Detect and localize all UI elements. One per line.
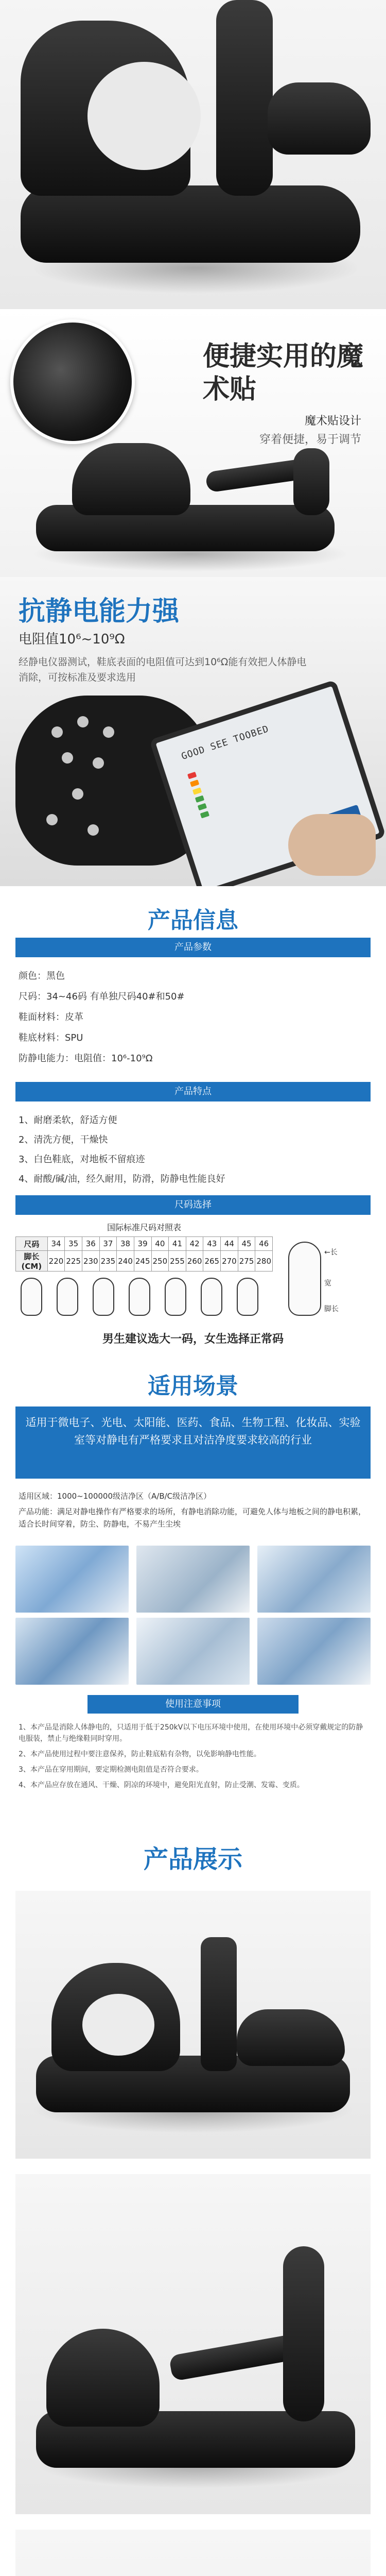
showcase-photo	[15, 2530, 371, 2576]
size-cell: 43	[203, 1237, 221, 1251]
velcro-shoe-front-strap	[72, 443, 190, 515]
insole-massage-dot	[46, 814, 58, 825]
tester-led-icon	[198, 803, 207, 810]
foot-length-label: 脚长(CM)	[16, 1251, 48, 1272]
foot-outline-icon	[129, 1278, 150, 1316]
scenario-photo	[15, 1618, 129, 1685]
velcro-closeup-image	[10, 319, 135, 444]
tester-led-icon	[200, 811, 209, 818]
length-cell: 255	[169, 1251, 186, 1272]
hero-shoe-heel	[268, 82, 371, 155]
params-bar: 产品参数	[15, 938, 371, 957]
hero-banner	[0, 0, 386, 309]
tester-label: GOOD SEE TOOBED	[180, 723, 271, 762]
scenario-photo	[136, 1546, 250, 1613]
insole-massage-dot	[72, 788, 83, 800]
scenario-photo-grid	[15, 1546, 371, 1685]
foot-measure-diagram	[288, 1242, 321, 1316]
foot-outline-icon	[201, 1278, 222, 1316]
features-bar: 产品特点	[15, 1082, 371, 1101]
insole-massage-dot	[87, 824, 99, 836]
hero-shoe-strap	[216, 0, 273, 196]
size-cell: 35	[65, 1237, 82, 1251]
tester-led-icon	[192, 787, 202, 794]
notice-item: 1、本产品是消除人体静电的，只适用于低于250kV以下电压环境中使用，在使用环境中必须穿戴规定的防静电服装，禁止与绝缘鞋同时穿用。	[19, 1723, 363, 1743]
notice-item: 2、本产品使用过程中要注意保养，防止鞋底粘有杂物，以免影响静电性能。	[19, 1750, 261, 1758]
spec-antistatic: 防静电能力：电阻值：10⁶-10⁹Ω	[19, 1053, 153, 1064]
velcro-subtitle: 魔术贴设计	[304, 415, 361, 428]
hand-image	[288, 814, 376, 876]
size-cell: 38	[117, 1237, 134, 1251]
length-cell: 275	[238, 1251, 255, 1272]
showcase-section	[0, 1819, 386, 2576]
scenario-function: 产品功能：满足对静电操作有严格要求的场所，有静电消除功能，可避免人体与地板之间的静电积累，适合长时间穿着，防尘、防静电，不易产生尘埃	[19, 1507, 366, 1529]
size-row	[16, 1237, 273, 1251]
length-cell: 225	[65, 1251, 82, 1272]
scenario-photo	[136, 1618, 250, 1685]
length-cell: 235	[99, 1251, 117, 1272]
insole-massage-dot	[77, 716, 89, 727]
resistance-value: 电阻值10⁶~10⁹Ω	[19, 632, 125, 647]
size-cell: 40	[151, 1237, 169, 1251]
size-cell: 41	[169, 1237, 186, 1251]
product-info-section	[0, 886, 386, 1355]
length-cell: 240	[117, 1251, 134, 1272]
hero-shoe-sole	[21, 185, 360, 263]
foot-outline-icon	[237, 1278, 258, 1316]
scenario-photo	[257, 1618, 371, 1685]
foot-length-row	[16, 1251, 273, 1272]
size-bar: 尺码选择	[15, 1195, 371, 1215]
feature-item: 4、耐酸/碱/油，经久耐用，防滑，防静电性能良好	[19, 1174, 225, 1184]
feature-item: 2、清洗方便，干燥快	[19, 1134, 108, 1145]
insole-massage-dot	[93, 757, 104, 769]
insole-massage-dot	[62, 752, 73, 764]
scenario-title: 适用场景	[148, 1373, 238, 1399]
size-cell: 44	[221, 1237, 238, 1251]
measure-label: 脚长	[324, 1305, 339, 1313]
size-table	[15, 1236, 273, 1272]
velcro-description: 穿着便捷，易于调节	[259, 433, 361, 446]
insole-massage-dot	[103, 726, 114, 738]
hero-shoe-opening	[87, 62, 201, 170]
length-cell: 265	[203, 1251, 221, 1272]
scenario-industries: 适用于微电子、光电、太阳能、医药、食品、生物工程、化妆品、实验室等对静电有严格要求且对洁净度要求较高的行业	[15, 1406, 371, 1479]
antistatic-feature	[0, 577, 386, 886]
length-cell: 245	[134, 1251, 151, 1272]
velcro-title: 便捷实用的魔术贴	[203, 341, 364, 405]
tester-led-icon	[195, 795, 204, 803]
length-cell: 250	[151, 1251, 169, 1272]
measure-label: 宽	[324, 1279, 331, 1287]
foot-outline-icon	[165, 1278, 186, 1316]
size-cell: 37	[99, 1237, 117, 1251]
feature-item: 1、耐磨柔软，舒适方便	[19, 1115, 117, 1126]
measure-label: ←长	[324, 1248, 338, 1257]
antistatic-title: 抗静电能力强	[19, 596, 180, 627]
notice-item: 3、本产品在穿用期间，要定期检测电阻值是否符合要求。	[19, 1766, 203, 1774]
size-cell: 45	[238, 1237, 255, 1251]
scenario-photo	[257, 1546, 371, 1613]
velcro-feature	[0, 309, 386, 577]
velcro-shoe-heel	[293, 448, 329, 515]
size-table-caption: 国际标准尺码对照表	[107, 1223, 181, 1232]
scenario-range: 适用区域：1000~100000级洁净区（A/B/C级洁净区）	[19, 1492, 212, 1501]
spec-size: 尺码：34~46码 有单独尺码40#和50#	[19, 991, 185, 1002]
tester-led-icon	[190, 779, 199, 787]
feature-item: 3、白色鞋底，对地板不留痕迹	[19, 1154, 145, 1165]
length-cell: 280	[255, 1251, 273, 1272]
foot-outline-icon	[57, 1278, 78, 1316]
size-cell: 42	[186, 1237, 203, 1251]
spec-color: 颜色：黑色	[19, 971, 65, 981]
antistatic-description: 经静电仪器测试，鞋底表面的电阻值可达到10⁶Ω能有效把人体静电消除，可按标准及要求选用	[19, 656, 307, 683]
length-cell: 230	[82, 1251, 99, 1272]
length-cell: 260	[186, 1251, 203, 1272]
length-cell: 220	[47, 1251, 65, 1272]
scenario-section	[0, 1355, 386, 1819]
length-cell: 270	[221, 1251, 238, 1272]
size-cell: 39	[134, 1237, 151, 1251]
size-cell: 36	[82, 1237, 99, 1251]
foot-outline-icon	[93, 1278, 114, 1316]
size-row-label: 尺码	[16, 1237, 48, 1251]
size-cell: 46	[255, 1237, 273, 1251]
notice-item: 4、本产品应存放在通风、干燥、阴凉的环境中，避免阳光直射，防止受潮、发霉、变质。	[19, 1781, 304, 1789]
usage-notice-bar: 使用注意事项	[87, 1695, 299, 1714]
insole-massage-dot	[51, 726, 63, 738]
showcase-title: 产品展示	[143, 1845, 242, 1874]
product-info-title: 产品信息	[148, 907, 238, 934]
spec-upper: 鞋面材料：皮革	[19, 1012, 83, 1023]
showcase-photo	[15, 1891, 371, 2159]
tester-led-column	[186, 769, 210, 821]
foot-outline-icon	[21, 1278, 42, 1316]
tester-led-icon	[187, 772, 197, 779]
scenario-photo	[15, 1546, 129, 1613]
size-recommendation: 男生建议选大一码，女生选择正常码	[102, 1333, 284, 1346]
showcase-photo	[15, 2174, 371, 2514]
spec-sole: 鞋底材料：SPU	[19, 1032, 83, 1043]
size-cell: 34	[47, 1237, 65, 1251]
